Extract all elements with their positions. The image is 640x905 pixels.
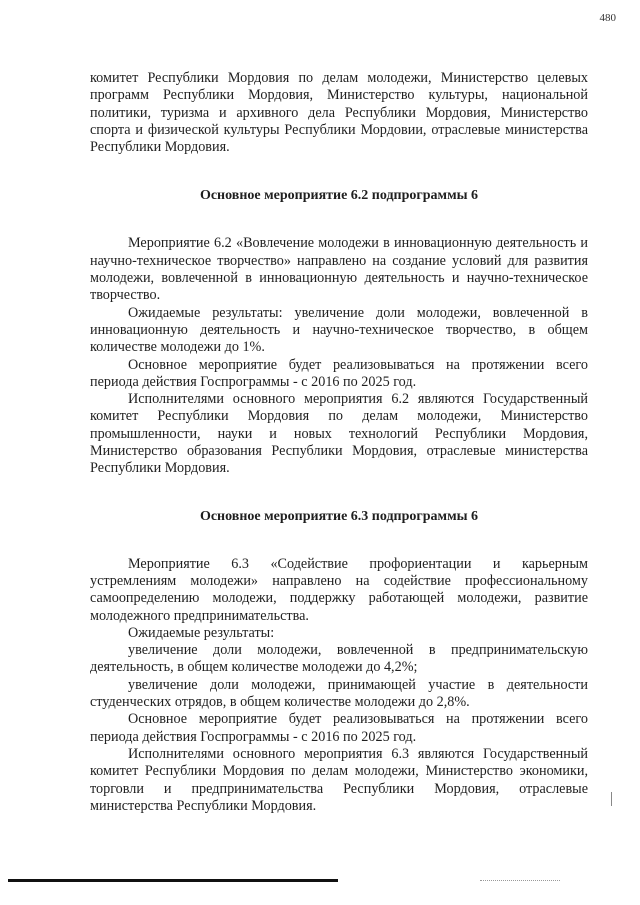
section-6-3-paragraph: Основное мероприятие будет реализовываться на протяжении всего периода действия Госпрограммы - с 2016 по 2025 год.: [90, 711, 588, 745]
section-6-3-heading: Основное мероприятие 6.3 подпрограммы 6: [199, 508, 479, 524]
section-6-2-paragraph: Ожидаемые результаты: увеличение доли молодежи, вовлеченной в инновационную деятельность и научно-техническое творчество, в общем количестве молодежи до 1%.: [90, 304, 588, 356]
section-6-3-paragraph: Мероприятие 6.3 «Содействие профориентации и карьерным устремлениям молодежи» направлено на содействие профессиональному самоопределению молодежи, поддержку работающей молодежи, развитие молодежного предпринимательства.: [90, 555, 588, 624]
scan-footer-rule: [8, 879, 338, 882]
section-6-3-list-item: увеличение доли молодежи, принимающей участие в деятельности студенческих отрядов, в общем количестве молодежи до 2,8%.: [90, 676, 588, 711]
section-6-3-list-item: увеличение доли молодежи, вовлеченной в предпринимательскую деятельность, в общем количестве молодежи до 4,2%;: [90, 642, 588, 676]
scan-footer-dots: [480, 880, 560, 882]
section-6-2-paragraph: Основное мероприятие будет реализовываться на протяжении всего периода действия Госпрограммы - с 2016 по 2025 год.: [90, 356, 588, 390]
section-6-3: [90, 556, 588, 815]
scan-edge-mark: [611, 792, 612, 806]
section-6-3-paragraph: Ожидаемые результаты:: [128, 624, 275, 641]
section-6-2: [90, 235, 588, 477]
document-body: [90, 70, 588, 815]
section-6-2-paragraph: Исполнителями основного мероприятия 6.2 являются Государственный комитет Республики Мордовия по делам молодежи, Министерство промышленности, науки и новых технологий Республики Мордовия, Министерство образования Республики Мордовия, отраслевые министерства Республики Мордовия.: [90, 391, 588, 477]
section-6-2-paragraph: Мероприятие 6.2 «Вовлечение молодежи в инновационную деятельность и научно-техническое творчество» направлено на создание условий для развития молодежи, вовлеченной в инновационную деятельность и научно-техническое творчество.: [90, 235, 588, 304]
section-6-2-heading: Основное мероприятие 6.2 подпрограммы 6: [199, 188, 479, 204]
section-6-3-paragraph: Исполнителями основного мероприятия 6.3 являются Государственный комитет Республики Мордовия по делам молодежи, Министерство экономики, торговли и предпринимательства Республики Мордовия, отраслевые министерства Республики Мордовия.: [90, 745, 588, 814]
intro-paragraph: комитет Республики Мордовия по делам молодежи, Министерство целевых программ Республики Мордовия, Министерство культуры, национальной политики, туризма и архивного дела Республики Мордовия, Министерство спорта и физической культуры Республики Мордовии, отраслевые министерства Республики Мордовия.: [90, 70, 588, 156]
page-number: 480: [599, 12, 616, 24]
